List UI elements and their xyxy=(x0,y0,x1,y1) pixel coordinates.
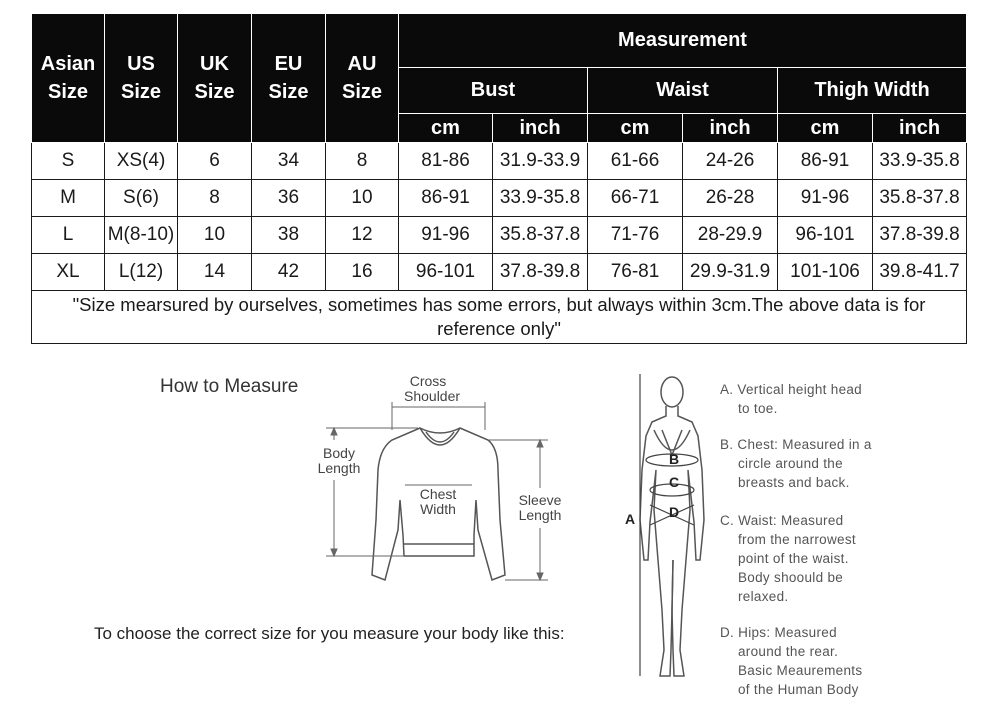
table-cell: S xyxy=(32,143,105,180)
table-cell: 35.8-37.8 xyxy=(873,180,967,217)
legend-item-b: B. Chest: Measured in a circle around the breasts and back. xyxy=(720,437,872,490)
header-measurement: Measurement xyxy=(399,14,967,68)
table-cell: 8 xyxy=(178,180,252,217)
header-unit-cm: cm xyxy=(588,114,683,143)
table-cell: 39.8-41.7 xyxy=(873,254,967,291)
header-us-size: US Size xyxy=(105,14,178,143)
table-cell: L xyxy=(32,217,105,254)
table-cell: 96-101 xyxy=(778,217,873,254)
body-marker-d: D xyxy=(669,504,680,520)
cross-shoulder-dimension xyxy=(392,402,485,430)
table-cell: 12 xyxy=(326,217,399,254)
header-eu-size: EU Size xyxy=(252,14,326,143)
table-cell: 26-28 xyxy=(683,180,778,217)
table-cell: M(8-10) xyxy=(105,217,178,254)
table-cell: 34 xyxy=(252,143,326,180)
header-thigh-width: Thigh Width xyxy=(778,68,967,114)
body-marker-a: A xyxy=(625,511,636,527)
choose-size-instruction: To choose the correct size for you measure your body like this: xyxy=(94,624,565,643)
chest-width-label: Chest Width xyxy=(419,486,457,517)
table-cell: 37.8-39.8 xyxy=(873,217,967,254)
body-marker-b: B xyxy=(669,451,680,467)
table-cell: 16 xyxy=(326,254,399,291)
legend-item-a: A. Vertical height head to toe. xyxy=(720,382,862,416)
table-cell: 66-71 xyxy=(588,180,683,217)
body-marker-c: C xyxy=(669,474,680,490)
table-cell: 71-76 xyxy=(588,217,683,254)
table-cell: 28-29.9 xyxy=(683,217,778,254)
header-unit-cm: cm xyxy=(778,114,873,143)
table-cell: 24-26 xyxy=(683,143,778,180)
table-cell: 31.9-33.9 xyxy=(493,143,588,180)
table-cell: 86-91 xyxy=(399,180,493,217)
table-cell: M xyxy=(32,180,105,217)
table-cell: 91-96 xyxy=(778,180,873,217)
table-cell: 91-96 xyxy=(399,217,493,254)
table-cell: 37.8-39.8 xyxy=(493,254,588,291)
table-cell: 76-81 xyxy=(588,254,683,291)
table-cell: 42 xyxy=(252,254,326,291)
header-au-size: AU Size xyxy=(326,14,399,143)
header-unit-cm: cm xyxy=(399,114,493,143)
header-unit-inch: inch xyxy=(873,114,967,143)
sleeve-length-label: Sleeve Length xyxy=(518,492,562,523)
header-unit-inch: inch xyxy=(683,114,778,143)
header-waist: Waist xyxy=(588,68,778,114)
cross-shoulder-label: Cross Shoulder xyxy=(404,373,461,404)
header-uk-size: UK Size xyxy=(178,14,252,143)
body-length-dimension xyxy=(326,428,418,556)
table-cell: 96-101 xyxy=(399,254,493,291)
how-to-measure-title: How to Measure xyxy=(160,376,299,397)
header-bust: Bust xyxy=(399,68,588,114)
table-note: "Size mearsured by ourselves, sometimes has some errors, but always within 3cm.The above data is for reference only" xyxy=(32,291,967,344)
sweater-illustration xyxy=(372,428,505,580)
table-cell: 14 xyxy=(178,254,252,291)
table-cell: 10 xyxy=(178,217,252,254)
header-asian-size: Asian Size xyxy=(32,14,105,143)
table-cell: 101-106 xyxy=(778,254,873,291)
table-cell: 6 xyxy=(178,143,252,180)
table-cell: 81-86 xyxy=(399,143,493,180)
body-length-label: Body Length xyxy=(317,445,361,476)
table-cell: 86-91 xyxy=(778,143,873,180)
table-cell: 35.8-37.8 xyxy=(493,217,588,254)
table-cell: 38 xyxy=(252,217,326,254)
table-cell: L(12) xyxy=(105,254,178,291)
table-cell: 33.9-35.8 xyxy=(493,180,588,217)
table-cell: XL xyxy=(32,254,105,291)
header-unit-inch: inch xyxy=(493,114,588,143)
table-cell: 36 xyxy=(252,180,326,217)
table-cell: 8 xyxy=(326,143,399,180)
body-figure xyxy=(640,377,704,676)
legend-item-c: C. Waist: Measured from the narrowest point of the waist. Body shoould be relaxed. xyxy=(720,513,856,604)
table-cell: 61-66 xyxy=(588,143,683,180)
table-cell: 29.9-31.9 xyxy=(683,254,778,291)
table-cell: 10 xyxy=(326,180,399,217)
table-cell: XS(4) xyxy=(105,143,178,180)
table-cell: 33.9-35.8 xyxy=(873,143,967,180)
table-cell: S(6) xyxy=(105,180,178,217)
legend-item-d: D. Hips: Measured around the rear. Basic Meaurements of the Human Body xyxy=(720,625,863,697)
